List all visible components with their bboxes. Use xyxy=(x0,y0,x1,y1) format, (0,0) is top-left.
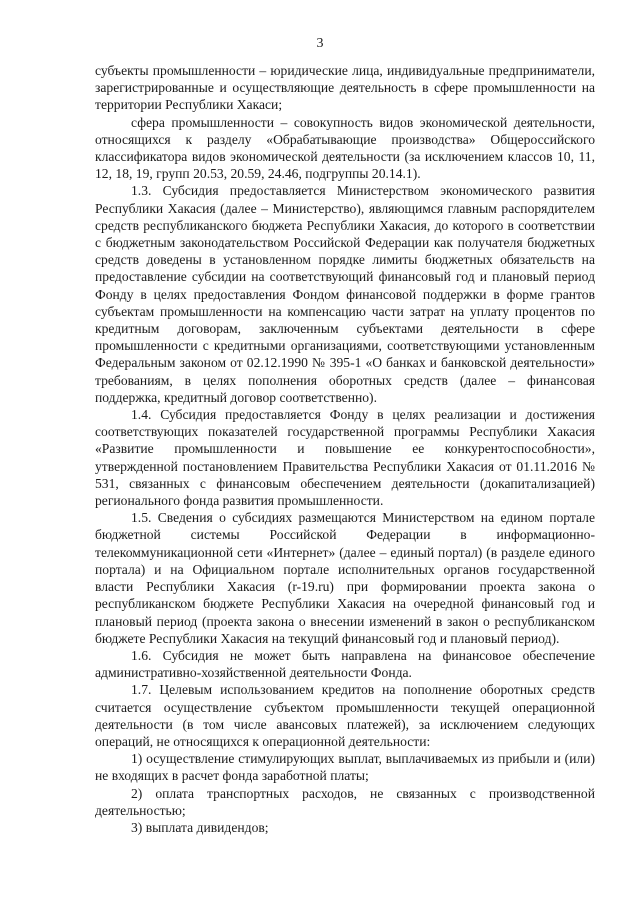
list-item-2: 2) оплата транспортных расходов, не связанных с производственной деятельностью; xyxy=(95,785,595,818)
list-item-1: 1) осуществление стимулирующих выплат, выплачиваемых из прибыли и (или) не входящих в расчет фонда заработной платы; xyxy=(95,751,595,784)
paragraph-1-5: 1.5. Сведения о субсидиях размещаются Министерством на едином портале бюджетной системы Российской Федерации в информационно-телекоммуникационной сети «Интернет» (далее – единый портал) (в разделе единого портала) и на Официальном портале исполнительных органов государственной власти Республики Хакасия (r-19.ru) при формировании проекта закона о республиканском бюджете Республики Хакасия на очередной финансовый год и плановый период (проекта закона о внесении изменений в закон о республиканском бюджете Республики Хакасия на текущий финансовый год и плановый период). xyxy=(95,510,595,646)
list-item-3: 3) выплата дивидендов; xyxy=(131,819,269,835)
page-number: 3 xyxy=(316,36,324,51)
paragraph-1-4: 1.4. Субсидия предоставляется Фонду в целях реализации и достижения соответствующих показателей государственной программы Республики Хакасия «Развитие промышленности и повышение ее конкурентоспособности», утвержденной постановлением Правительства Республики Хакасия от 01.11.2016 № 531, связанных с финансовым обеспечением деятельности (докапитализацией) регионального фонда развития промышленности. xyxy=(95,407,595,509)
paragraph-subjects-definition: субъекты промышленности – юридические лица, индивидуальные предприниматели, зарегистрированные и осуществляющие деятельность в сфере промышленности на территории Республики Хакаси; xyxy=(95,63,595,113)
paragraph-1-7: 1.7. Целевым использованием кредитов на пополнение оборотных средств считается осуществление субъектом промышленности текущей операционной деятельности (в том числе авансовых платежей), за исключением следующих операций, не относящихся к операционной деятельности: xyxy=(95,682,595,749)
paragraph-1-6: 1.6. Субсидия не может быть направлена на финансовое обеспечение административно-хозяйственной деятельности Фонда. xyxy=(95,647,595,681)
paragraph-1-3: 1.3. Субсидия предоставляется Министерством экономического развития Республики Хакасия (далее – Министерство), являющимся главным распорядителем средств республиканского бюджета Республики Хакасия, до которого в соответствии с бюджетным законодательством Российской Федерации как получателя бюджетных средств доведены в установленном порядке лимиты бюджетных обязательств на предоставление субсидии на соответствующий финансовый год и плановый период Фонду в целях предоставления Фондом финансовой поддержки в форме грантов субъектам промышленности на компенсацию части затрат на уплату процентов по кредитным договорам, заключенным субъектами деятельности в сфере промышленности с кредитными организациями, соответствующими установленным Федеральным законом от 02.12.1990 № 395-1 «О банках и банковской деятельности» требованиям, в целях пополнения оборотных средств (далее – финансовая поддержка, кредитный договор соответственно). xyxy=(95,183,595,405)
paragraph-industry-sphere: сфера промышленности – совокупность видов экономической деятельности, относящихся к разделу «Обрабатывающие производства» Общероссийского классификатора видов экономической деятельности (за исключением классов 10, 11, 12, 18, 19, групп 20.53, 20.59, 24.46, подгруппы 20.14.1). xyxy=(95,114,595,182)
document-body xyxy=(95,62,595,836)
